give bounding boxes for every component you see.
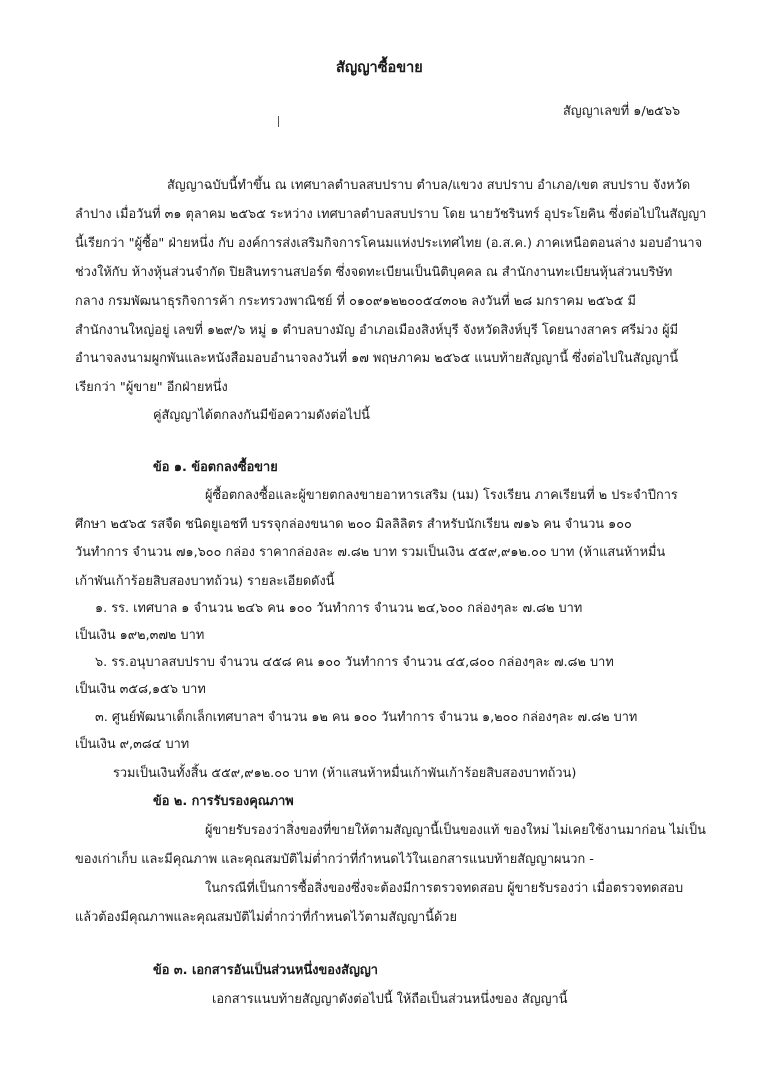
intro-line: ลำปาง เมื่อวันที่ ๓๑ ตุลาคม ๒๕๖๕ ระหว่าง เทศบาลตำบลสบปราบ โดย นายวัชรินทร์ อุประโยคิน ซึ่งต่อไปในสัญญา [75,207,707,222]
intro-line: เรียกว่า "ผู้ขาย" อีกฝ่ายหนึ่ง [75,380,228,395]
item-line: ๑. รร. เทศบาล ๑ จำนวน ๒๔๖ คน ๑๐๐ วันทำการ จำนวน ๒๔,๖๐๐ กล่องๆละ ๗.๘๒ บาท [95,601,583,616]
clause-1-line: เก้าพันเก้าร้อยสิบสองบาทถ้วน) รายละเอียดดังนี้ [75,574,335,589]
stray-mark [278,116,279,127]
clause-2-line: ผู้ขายรับรองว่าสิ่งของที่ขายให้ตามสัญญานี้เป็นของแท้ ของใหม่ ไม่เคยใช้งานมาก่อน ไม่เป็น [205,823,706,838]
item-amount: เป็นเงิน ๓๕๘,๑๕๖ บาท [75,682,206,697]
intro-agreement-line: คู่สัญญาได้ตกลงกันมีข้อความดังต่อไปนี้ [153,408,370,423]
intro-line: อำนาจลงนามผูกพันและหนังสือมอบอำนาจลงวันที่ ๑๗ พฤษภาคม ๒๕๖๕ แนบท้ายสัญญานี้ ซึ่งต่อไปในสัญญานี้ [75,351,679,366]
contract-number: สัญญาเลขที่ ๑/๒๕๖๖ [563,104,681,119]
clause-1-heading: ข้อ ๑. ข้อตกลงซื้อขาย [153,460,278,475]
total-line: รวมเป็นเงินทั้งสิ้น ๕๕๙,๙๑๒.๐๐ บาท (ห้าแสนห้าหมื่นเก้าพันเก้าร้อยสิบสองบาทถ้วน) [113,766,577,781]
intro-line: นี้เรียกว่า "ผู้ซื้อ" ฝ่ายหนึ่ง กับ องค์การส่งเสริมกิจการโคนมแห่งประเทศไทย (อ.ส.ค.) ภาคเหนือตอนล่าง มอบอำนาจ [75,236,703,251]
item-amount: เป็นเงิน ๑๙๒,๓๗๒ บาท [75,628,205,643]
clause-1-line: ศึกษา ๒๕๖๕ รสจืด ชนิดยูเอชที บรรจุกล่องขนาด ๒๐๐ มิลลิลิตร สำหรับนักเรียน ๗๑๖ คน จำนวน ๑๐๐ [75,517,632,532]
clause-1-line: วันทำการ จำนวน ๗๑,๖๐๐ กล่อง ราคากล่องละ ๗.๘๒ บาท รวมเป็นเงิน ๕๕๙,๙๑๒.๐๐ บาท (ห้าแสนห้าหมื่น [75,545,666,560]
clause-3-heading: ข้อ ๓. เอกสารอันเป็นส่วนหนึ่งของสัญญา [153,963,378,978]
clause-2-line: ในกรณีที่เป็นการซื้อสิ่งของซึ่งจะต้องมีการตรวจทดสอบ ผู้ขายรับรองว่า เมื่อตรวจทดสอบ [205,881,684,896]
clause-2-heading: ข้อ ๒. การรับรองคุณภาพ [153,794,294,809]
intro-line: สำนักงานใหญ่อยู่ เลขที่ ๑๒๙/๖ หมู่ ๑ ตำบลบางมัญ อำเภอเมืองสิงห์บุรี จังหวัดสิงห์บุรี โดยนางสาคร ศรีม่วง ผู้มี [75,323,679,338]
clause-2-line: แล้วต้องมีคุณภาพและคุณสมบัติไม่ต่ำกว่าที่กำหนดไว้ตามสัญญานี้ด้วย [75,910,457,925]
page-title: สัญญาซื้อขาย [336,60,423,76]
item-amount: เป็นเงิน ๙,๓๘๔ บาท [75,737,190,752]
item-line: ๓. ศูนย์พัฒนาเด็กเล็กเทศบาลฯ จำนวน ๑๒ คน ๑๐๐ วันทำการ จำนวน ๑,๒๐๐ กล่องๆละ ๗.๘๒ บาท [95,710,638,725]
intro-line: กลาง กรมพัฒนาธุรกิจการค้า กระทรวงพาณิชย์ ที่ ๐๑๐๙๑๒๒๐๐๕๔๓๐๒ ลงวันที่ ๒๘ มกราคม ๒๕๖๕ มี [75,294,636,309]
intro-line: ช่วงให้กับ ห้างหุ้นส่วนจำกัด ปิยสินทรานสปอร์ต ซึ่งจดทะเบียนเป็นนิติบุคคล ณ สำนักงานทะเบียนหุ้นส่วนบริษัท [75,265,673,280]
clause-3-line: เอกสารแนบท้ายสัญญาดังต่อไปนี้ ให้ถือเป็นส่วนหนึ่งของ สัญญานี้ [212,992,568,1007]
clause-2-line: ของเก่าเก็บ และมีคุณภาพ และคุณสมบัติไม่ต่ำกว่าที่กำหนดไว้ในเอกสารแนบท้ายสัญญาผนวก - [75,852,594,867]
clause-1-line: ผู้ซื้อตกลงซื้อและผู้ขายตกลงขายอาหารเสริม (นม) โรงเรียน ภาคเรียนที่ ๒ ประจำปีการ [205,488,678,503]
item-line: ๖. รร.อนุบาลสบปราบ จำนวน ๔๕๘ คน ๑๐๐ วันทำการ จำนวน ๔๕,๘๐๐ กล่องๆละ ๗.๘๒ บาท [95,655,614,670]
intro-line: สัญญาฉบับนี้ทำขึ้น ณ เทศบาลตำบลสบปราบ ตำบล/แขวง สบปราบ อำเภอ/เขต สบปราบ จังหวัด [167,178,691,193]
